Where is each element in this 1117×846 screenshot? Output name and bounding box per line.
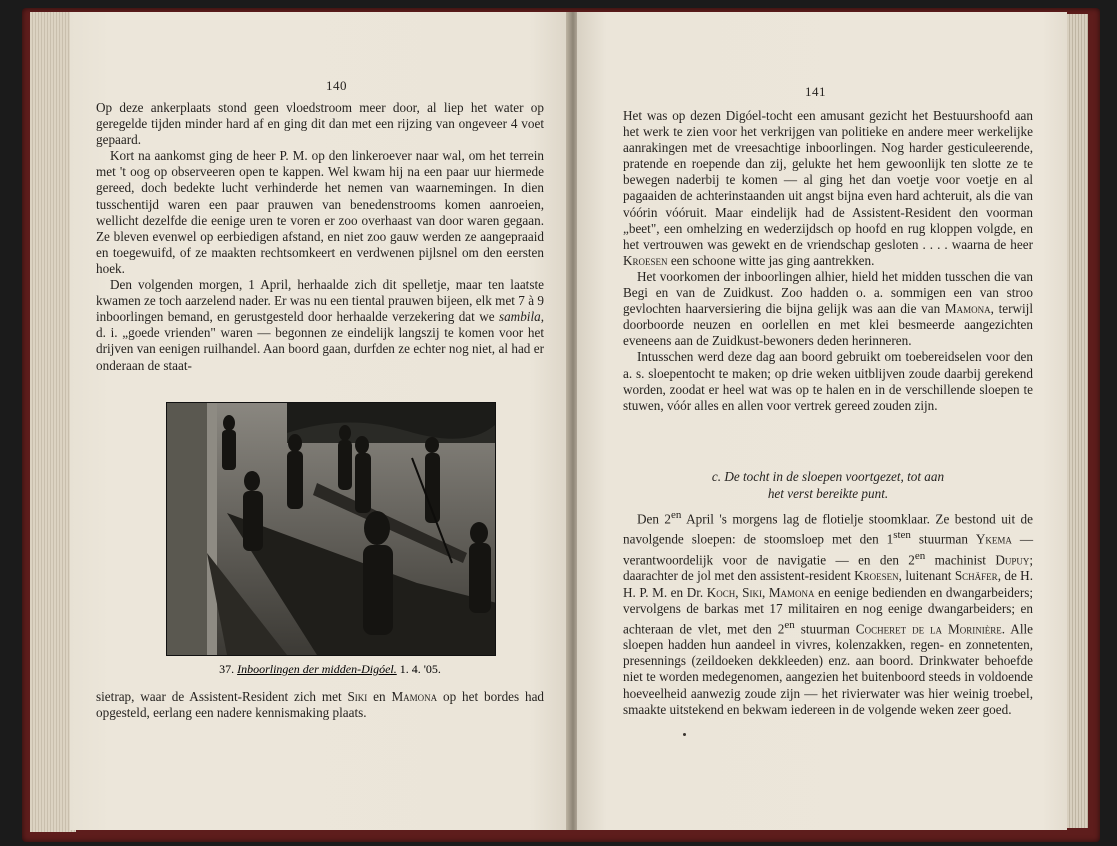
p4-h: , de H. H. P. M. en Dr.	[623, 568, 1033, 600]
caption-number: 37.	[219, 662, 235, 676]
name-kroesen-2: Kroesen	[854, 568, 899, 584]
right-paragraph-1	[623, 108, 1033, 269]
left-text-bottom	[96, 689, 544, 721]
name-schafer: Schäfer	[954, 568, 998, 584]
p2-end: , terwijl doorboorde neuzen en oorlellen en met klei besmeerde aangezichten eveneens aan de Zuidkust-bewoners deden herinneren.	[623, 301, 1033, 349]
p4-m: . Alle sloepen hadden hun aandeel in vivres, kolenzakken, regen- en zonnetenten, presennings (zeildoeken dekkleeden) enz. aan boord. Drinkwater behoefde niet te worden medegenomen, aangezien het buitenboord steeds in voldoende hoeveelheid aanwezig zoude zijn — het rivierwater was hier weinig troebel, smaakte uitstekend en bekwam iedereen in de volgende weken zeer goed.	[623, 621, 1034, 717]
p1-start: Het was op dezen Digóel-tocht een amusant gezicht het Bestuurshoofd aan het werk te zien voor het verkrijgen van politieke en andere meer werkelijke aanrakingen met de vreesachtige inboorlingen. Nog harder gesticuleerende, pratende en roepende dan zij, gelukte het hem gewoonlijk ten slotte ze te bewegen naderbij te komen — al ging het dan voetje voor voetje en al pagaaiden de achterinstaanden uit angst bijna even hard achteruit, als die van vóórin vóóruit. Maar eindelijk had de Assistent-Resident den voorman „beet", een omhelzing en wederzijdsch op hoofd en rug kloppen volgde, en het vertrouwen was gewekt en de vriendschap gesloten . . . . waarna de heer	[623, 108, 1033, 252]
p4-sup2: sten	[893, 529, 911, 542]
right-page	[577, 12, 1067, 830]
photo-caption	[166, 662, 494, 677]
paragraph-1: Op deze ankerplaats stond geen vloedstroom meer door, al liep het water op geregelde tijden minder hard af en ging dit dan met een rijzing van ongeveer 4 voet gepaard.	[96, 100, 544, 148]
page-number-right: 141	[805, 84, 826, 99]
photograph	[166, 402, 496, 656]
section-heading-line-1: c. De tocht in de sloepen voortgezet, tot aan	[711, 469, 945, 484]
name-mamona: Mamona	[391, 689, 438, 704]
name-ykema: Ykema	[975, 531, 1012, 547]
name-cocheret: Cocheret de la Morinière	[855, 621, 1002, 637]
right-text-bottom	[623, 507, 1033, 718]
right-paragraph-2	[623, 269, 1033, 349]
p4-i: ,	[735, 584, 739, 600]
p4-j: ,	[761, 584, 766, 600]
right-text-top	[623, 108, 1033, 414]
bottom-mid: en	[373, 689, 386, 704]
p4-a: Den 2	[637, 511, 671, 527]
right-paragraph-4	[623, 507, 1033, 718]
p1-end: een schoone witte jas ging aantrekken.	[670, 252, 875, 268]
caption-date: 1. 4. '05.	[399, 662, 441, 676]
p4-sup3: en	[914, 549, 926, 562]
section-heading	[623, 468, 1033, 502]
p4-sup4: en	[784, 618, 795, 631]
bottom-start: sietrap, waar de Assistent-Resident zich met	[96, 689, 342, 704]
paragraph-continued	[96, 689, 544, 721]
name-mamona-2: Mamona	[944, 301, 991, 317]
name-mamona-3: Mamona	[768, 584, 815, 600]
p4-d: — verantwoordelijk voor de navigatie — en den 2	[623, 531, 1034, 568]
paragraph-2: Kort na aankomst ging de heer P. M. op den linkeroever naar wal, om het terrein met 't oog op observeeren open te kappen. Wel kwam hij na een paar uur hiermede gereed, doch bedekte lucht verhinderde het nemen van waarnemingen. In dien tusschentijd waren een paar prauwen van benedenstrooms komen aanroeien, wellicht dezelfde die eenige uren te voren er zoo overhaast van door waren gegaan. Ze bleven evenwel op eerbiedigen afstand, en niet zoo gauw werden ze aangepraaid en toegewuifd, of ze maakten rechtsomkeert en verdwenen pijlsnel om den eersten hoek.	[96, 148, 544, 276]
name-koch: Koch	[706, 584, 736, 600]
p2-start: Het voorkomen der inboorlingen alhier, hield het midden tusschen die van Begi en van de Zuidkust. Zoo hadden o. a. sommigen een van stroo gevlochten haarversiering die bijna gelijk was aan die van	[623, 268, 1033, 317]
page-number-left: 140	[326, 78, 347, 93]
section-heading-line-2: het verst bereikte punt.	[767, 486, 889, 501]
caption-title: Inboorlingen der midden-Digóel.	[237, 662, 397, 676]
p4-f: ; daarachter de jol met den assistent-resident	[623, 552, 1034, 584]
left-text-top	[96, 100, 544, 374]
paragraph-3-start: Den volgenden morgen, 1 April, herhaalde zich dit spelletje, maar ten laatste kwamen ze toch aarzelend nader. Er was nu een tiental prauwen bijeen, elk met 7 à 9 inboorlingen bemand, en gerustgesteld door herhaalde verzekering dat we	[96, 277, 544, 325]
ink-speck	[683, 733, 686, 736]
p4-c: stuurman	[918, 531, 968, 547]
page-edges-right	[1064, 14, 1088, 828]
right-paragraph-3: Intusschen werd deze dag aan boord gebruikt om toebereidselen voor den a. s. sloepentocht te maken; op drie weken uitblijven zoude daarbij gerekend worden, zoodat er heel wat was op te halen en in de verschillende sloepen te stuwen, vóór alles en allen voor vertrek gereed zouden zijn.	[623, 349, 1033, 413]
p4-b: April 's morgens lag de flotielje stoomklaar. Ze bestond uit de navolgende sloepen: de stoomsloep met den 1	[623, 511, 1033, 547]
bottom-end: op het bordes had opgesteld, eerlang een nadere kennismaking plaats.	[96, 689, 545, 721]
word-sambila: sambila	[498, 309, 541, 325]
name-kroesen: Kroesen	[623, 252, 668, 268]
p4-k: en eenige bedienden en dwangarbeiders; vervolgens de barkas met 17 militairen en nog eenige dwangarbeiders; en achteraan de vlet, met den 2	[623, 584, 1034, 637]
paragraph-3-end: , d. i. „goede vrienden" waren — begonnen ze eindelijk langszij te komen voor het drijven van eenigen ruilhandel. Aan boord gaan, durfden ze echter nog niet, al had er onderaan de staat-	[96, 309, 545, 373]
name-dupuy: Dupuy	[995, 552, 1030, 568]
p4-e: machinist	[934, 552, 986, 568]
p4-sup1: en	[671, 509, 682, 521]
name-siki: Siki	[347, 689, 368, 704]
photo-illustration	[167, 403, 495, 655]
p4-g: , luitenant	[898, 568, 952, 584]
p4-l: stuurman	[800, 621, 850, 637]
name-siki-2: Siki	[742, 584, 762, 600]
paragraph-3	[96, 277, 544, 374]
